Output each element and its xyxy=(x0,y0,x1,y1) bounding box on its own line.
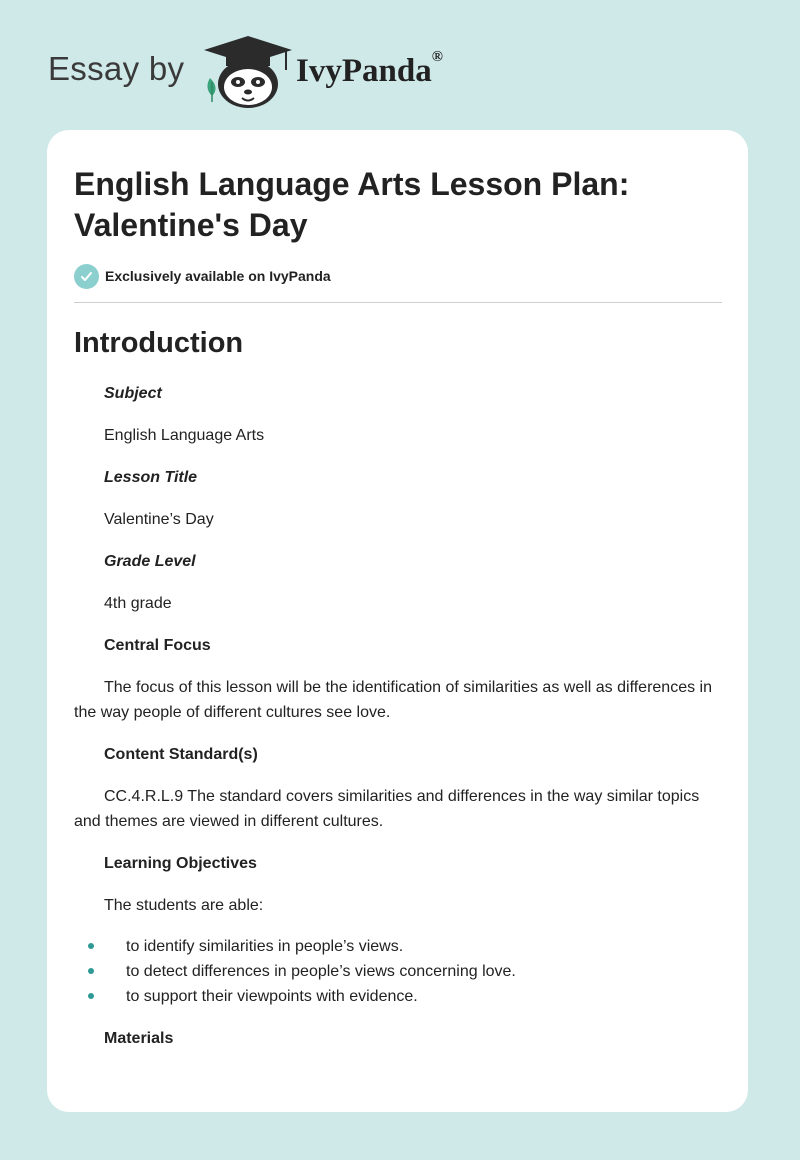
central-focus-text: The focus of this lesson will be the identification of similarities as well as differences in the way people of different cultures see love. xyxy=(74,679,712,721)
central-focus-label: Central Focus xyxy=(104,637,211,654)
panda-logo-icon[interactable] xyxy=(200,32,296,112)
list-item: to detect differences in people’s views concerning love. xyxy=(74,959,722,984)
exclusive-badge xyxy=(74,263,331,289)
section-heading: Introduction xyxy=(74,327,244,359)
essay-card xyxy=(47,130,748,1112)
list-item: to support their viewpoints with evidence. xyxy=(74,984,722,1009)
objectives-intro: The students are able: xyxy=(104,897,264,914)
brand-prefix: Essay by xyxy=(48,50,185,87)
grade-value: 4th grade xyxy=(104,595,172,612)
essay-body xyxy=(74,325,722,1051)
subject-label: Subject xyxy=(104,385,162,402)
bullet-icon xyxy=(88,993,94,999)
site-header xyxy=(0,0,800,130)
brand-name[interactable]: IvyPanda® xyxy=(296,49,443,89)
bullet-icon xyxy=(88,943,94,949)
badge-text: Exclusively available on IvyPanda xyxy=(105,268,331,284)
essay-title: English Language Arts Lesson Plan: Valentine's Day xyxy=(74,166,630,243)
content-standard-label: Content Standard(s) xyxy=(104,746,258,763)
divider xyxy=(74,302,722,303)
objectives-label: Learning Objectives xyxy=(104,855,257,872)
objectives-list xyxy=(74,934,722,1009)
grade-label: Grade Level xyxy=(104,553,196,570)
list-item: to identify similarities in people’s views. xyxy=(74,934,722,959)
lesson-title-label: Lesson Title xyxy=(104,469,198,486)
bullet-icon xyxy=(88,968,94,974)
check-circle-icon xyxy=(74,264,99,289)
lesson-title-value: Valentine’s Day xyxy=(104,511,214,528)
subject-value: English Language Arts xyxy=(104,427,265,444)
content-standard-text: CC.4.R.L.9 The standard covers similarities and differences in the way similar topics and themes are viewed in different cultures. xyxy=(74,788,700,830)
materials-label: Materials xyxy=(104,1030,174,1047)
